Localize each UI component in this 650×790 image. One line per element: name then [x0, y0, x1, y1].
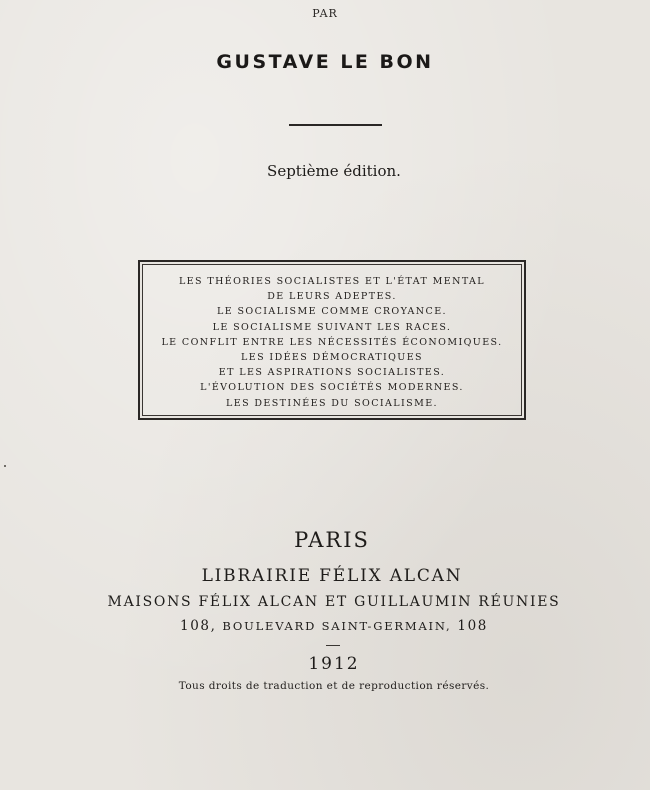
contents-box — [138, 260, 526, 420]
address-street: BOULEVARD SAINT-GERMAIN, — [222, 619, 452, 633]
contents-line: LES IDÉES DÉMOCRATIQUES — [241, 352, 423, 364]
contents-line: ET LES ASPIRATIONS SOCIALISTES. — [218, 367, 446, 379]
contents-line: LE SOCIALISME SUIVANT LES RACES. — [212, 321, 452, 333]
imprint-publisher: LIBRAIRIE FÉLIX ALCAN — [201, 566, 463, 586]
imprint-houses: MAISONS FÉLIX ALCAN ET GUILLAUMIN RÉUNIES — [107, 594, 561, 610]
address-number-left: 108, — [180, 618, 217, 634]
imprint-year: 1912 — [308, 654, 360, 674]
contents-line: LE CONFLIT ENTRE LES NÉCESSITÉS ÉCONOMIQUES. — [161, 336, 503, 348]
imprint-city: PARIS — [294, 528, 370, 552]
rights-notice: Tous droits de traduction et de reproduction réservés. — [178, 680, 490, 692]
title-rule — [289, 124, 382, 126]
contents-line: L'ÉVOLUTION DES SOCIÉTÉS MODERNES. — [200, 382, 464, 394]
contents-line: LE SOCIALISME COMME CROYANCE. — [217, 306, 447, 318]
imprint-address — [0, 618, 650, 634]
contents-line: DE LEURS ADEPTES. — [267, 291, 397, 303]
contents-list — [140, 274, 524, 411]
paper-speck — [4, 465, 6, 467]
year-rule — [326, 645, 340, 646]
author-name: GUSTAVE LE BON — [216, 51, 434, 73]
par-label: PAR — [312, 7, 338, 20]
address-number-right: 108 — [457, 618, 488, 634]
edition-label: Septième édition. — [267, 162, 401, 180]
contents-line: LES THÉORIES SOCIALISTES ET L'ÉTAT MENTAL — [178, 276, 486, 287]
contents-line: LES DESTINÉES DU SOCIALISME. — [226, 397, 438, 409]
